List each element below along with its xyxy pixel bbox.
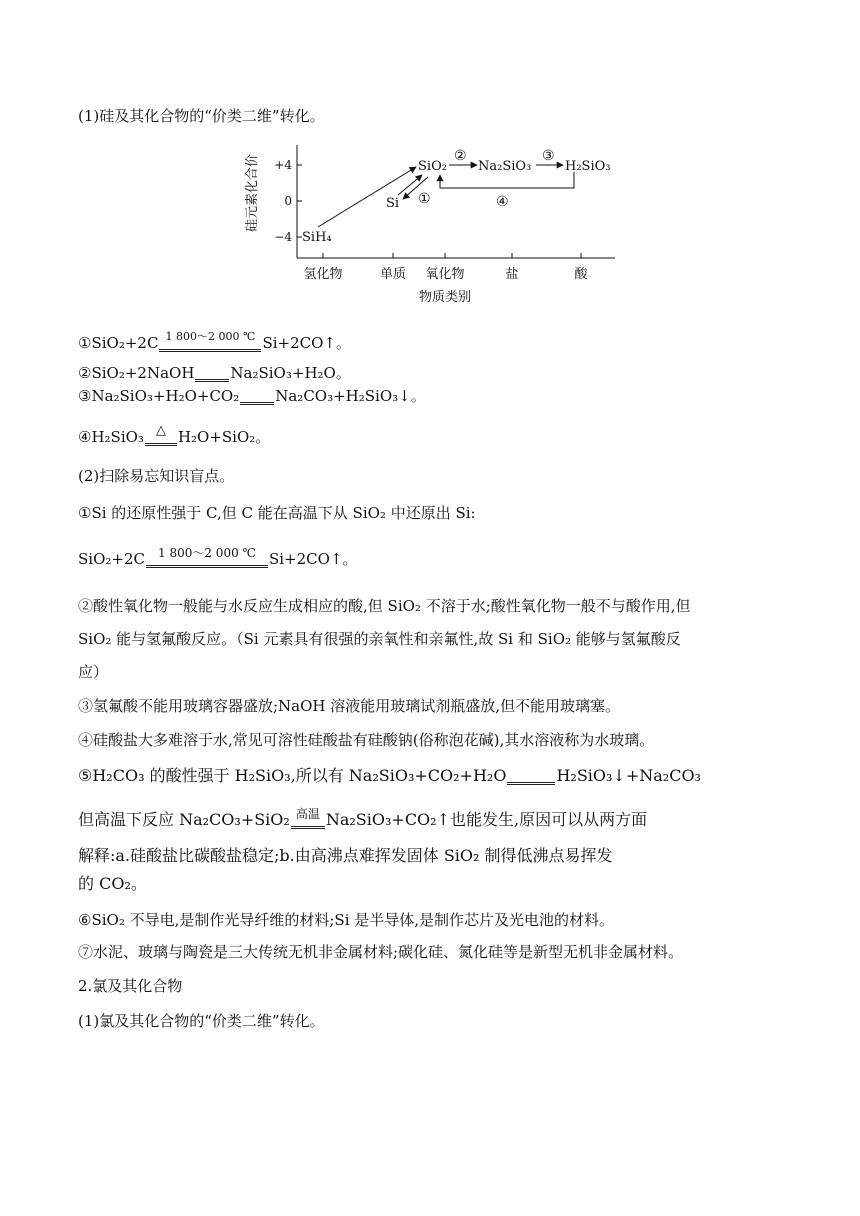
note-6: ⑥SiO₂ 不导电,是制作光导纤维的材料;Si 是半导体,是制作芯片及光电池的材料。 [78, 911, 615, 929]
step-label-3: ③ [542, 148, 555, 164]
y-tick-minus4: −4 [274, 230, 292, 244]
eq-right: Si+2CO↑。 [268, 550, 358, 568]
equation-1 [78, 330, 351, 353]
equals-sign [195, 367, 229, 382]
note-4: ④硅酸盐大多难溶于水,常见可溶性硅酸盐有硅酸钠(俗称泡花碱),其水溶液称为水玻璃。 [78, 731, 655, 749]
x-tick-salt: 盐 [505, 267, 519, 282]
node-na2sio3: Na₂SiO₃ [478, 159, 532, 174]
condition-text: 1 800～2 000 ℃ [158, 546, 256, 560]
node-sih4: SiH₄ [302, 230, 332, 245]
eq-num: ④ [78, 428, 92, 446]
eq-num: ② [78, 364, 92, 382]
note-5-line-4: 的 CO₂。 [78, 874, 147, 893]
node-si: Si [386, 196, 400, 211]
note-5-line-1 [78, 766, 701, 786]
eq-right: Na₂SiO₃+H₂O。 [230, 364, 351, 382]
condition-arrow [145, 423, 177, 446]
eq-right: H₂O+SiO₂。 [177, 428, 271, 446]
note-3: ③氢氟酸不能用玻璃容器盛放;NaOH 溶液能用玻璃试剂瓶盛放,但不能用玻璃塞。 [78, 697, 621, 715]
section-title-chlorine: 2.氯及其化合物 [78, 977, 183, 995]
node-sio2: SiO₂ [418, 159, 447, 174]
condition-text: 高温 [295, 807, 320, 821]
eq-left: SiO₂+2C [78, 550, 145, 568]
y-tick-0: 0 [284, 194, 292, 208]
eq-right: Na₂SiO₃+CO₂↑也能发生,原因可以从两方面 [325, 810, 648, 829]
section-heading-si: (1)硅及其化合物的“价类二维”转化。 [78, 107, 325, 125]
node-h2sio3: H₂SiO₃ [565, 159, 611, 174]
x-tick-element: 单质 [379, 267, 407, 282]
y-tick-plus4: +4 [274, 158, 292, 172]
step-label-1: ① [418, 191, 431, 207]
eq-right: Si+2CO↑。 [262, 334, 351, 352]
condition-text: △ [155, 423, 166, 438]
note-7: ⑦水泥、玻璃与陶瓷是三大传统无机非金属材料;碳化硅、氮化硅等是新型无机非金属材料。 [78, 943, 684, 961]
eq-left: Na₂SiO₃+H₂O+CO₂ [91, 387, 240, 405]
equation-3 [78, 386, 426, 406]
y-axis-label: 硅元素化合价 [245, 153, 260, 233]
equation-4 [78, 423, 271, 447]
eq-right: H₂SiO₃↓+Na₂CO₃ [556, 766, 701, 785]
note-2-line-3: 应） [78, 663, 109, 681]
x-tick-acid: 酸 [574, 267, 588, 282]
note-5-line-3: 解释:a.硅酸盐比碳酸盐稳定;b.由高沸点难挥发固体 SiO₂ 制得低沸点易挥发 [78, 846, 613, 865]
note-5-line-2 [78, 807, 648, 830]
note-1: ①Si 的还原性强于 C,但 C 能在高温下从 SiO₂ 中还原出 Si: [78, 504, 476, 522]
eq-left: 但高温下反应 Na₂CO₃+SiO₂ [78, 810, 290, 829]
eq-num: ③ [78, 387, 92, 405]
valence-class-diagram [240, 135, 630, 310]
equals-sign [240, 390, 274, 405]
condition-arrow [159, 330, 261, 352]
x-tick-oxide: 氧化物 [425, 267, 465, 282]
note-2-line-2: SiO₂ 能与氢氟酸反应。（Si 元素具有很强的亲氧性和亲氟性,故 Si 和 SiO₂ 能够与氢氟酸反 [78, 630, 681, 648]
x-tick-hydride: 氢化物 [303, 267, 343, 282]
step-label-4: ④ [496, 194, 509, 210]
condition-arrow [146, 546, 268, 568]
arrow-sih4-to-sio2 [318, 167, 416, 227]
eq-left: H₂SiO₃ [91, 428, 144, 446]
note-1-equation [78, 546, 358, 569]
arrow-h2sio3-to-sio2 [440, 172, 574, 188]
section-heading-chlorine: (1)氯及其化合物的“价类二维”转化。 [78, 1012, 325, 1030]
eq-num: ① [78, 334, 92, 352]
eq-left: ⑤H₂CO₃ 的酸性强于 H₂SiO₃,所以有 Na₂SiO₃+CO₂+H₂O [78, 766, 507, 785]
note-2-line-1: ②酸性氧化物一般能与水反应生成相应的酸,但 SiO₂ 不溶于水;酸性氧化物一般不与酸作用,但 [78, 597, 691, 615]
eq-right: Na₂CO₃+H₂SiO₃↓。 [275, 387, 426, 405]
step-label-2: ② [454, 148, 467, 164]
eq-left: SiO₂+2NaOH [91, 364, 195, 382]
condition-arrow [291, 807, 325, 829]
condition-text: 1 800～2 000 ℃ [165, 330, 256, 343]
equation-2 [78, 363, 351, 383]
equals-sign [507, 770, 555, 785]
x-axis-label: 物质类别 [418, 290, 472, 305]
eq-left: SiO₂+2C [91, 334, 159, 352]
section-heading-notes: (2)扫除易忘知识盲点。 [78, 467, 235, 485]
